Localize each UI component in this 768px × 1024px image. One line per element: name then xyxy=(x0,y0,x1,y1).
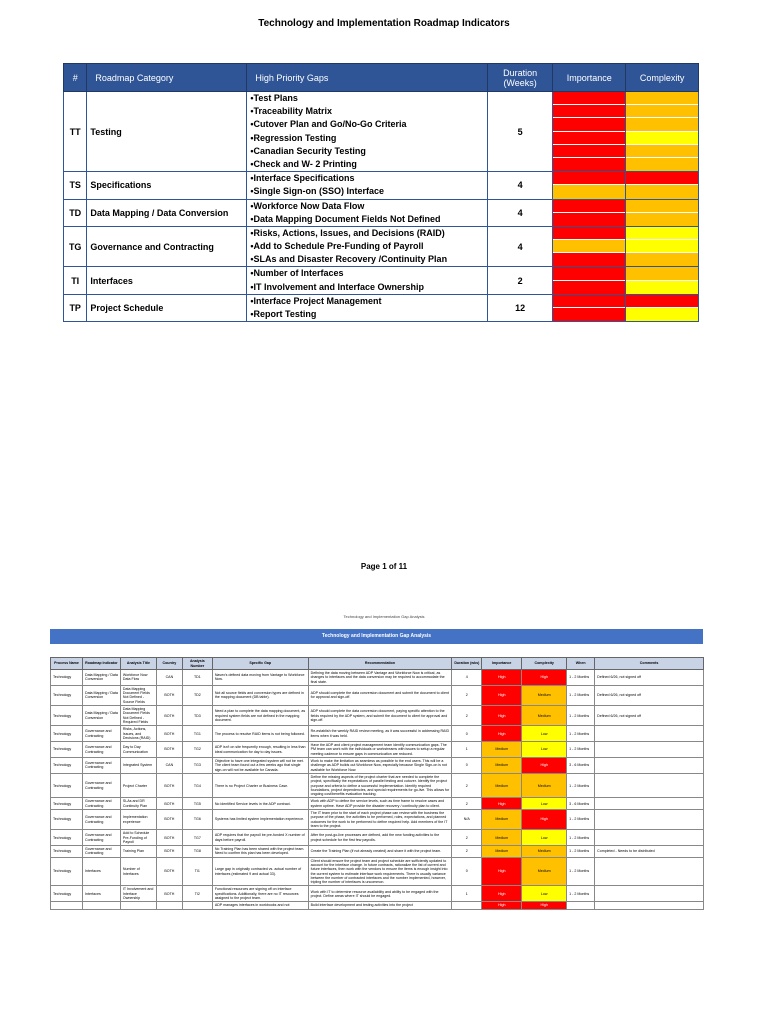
gap-cell-duration: 1 xyxy=(452,742,482,758)
col-gaps: High Priority Gaps xyxy=(247,64,487,92)
gap-row xyxy=(51,758,704,774)
gap-cell-indicator: Data Mapping / Data Conversion xyxy=(82,670,120,686)
gap-cell-number: TD3 xyxy=(182,706,212,726)
gap-row xyxy=(51,773,704,797)
importance-cell xyxy=(553,200,625,213)
importance-cell xyxy=(553,145,625,158)
row-importance-cells xyxy=(553,226,626,267)
gap-cell-number: TG7 xyxy=(182,830,212,846)
gap-cell-importance: High xyxy=(482,857,522,886)
gap-cell-when: 1 - 2 Months xyxy=(567,773,595,797)
gap-cell-country: BOTH xyxy=(156,798,182,810)
gap-cell-comments xyxy=(595,902,704,909)
gap-cell-gap: ADP requires that the payroll be pre-funded X number of days before payroll. xyxy=(212,830,308,846)
gap-cell-importance: High xyxy=(482,670,522,686)
gap-cell-when: 1 - 2 Months xyxy=(567,830,595,846)
gap-cell-rec: The IT team prior to the start of each project phase can review with the business the purpose of the phase, the activities to be performed, roles, expectations, and planned outcomes for the work to be performed to define required help. Add members of the IT team to the project. xyxy=(308,810,452,830)
gap-cell-comments xyxy=(595,798,704,810)
gap-cell-comments xyxy=(595,773,704,797)
gap-cell-process: Technology xyxy=(51,670,83,686)
row-importance-cells xyxy=(553,172,626,199)
gap-row xyxy=(51,742,704,758)
row-importance-cells xyxy=(553,294,626,321)
gap-item: •Number of Interfaces xyxy=(250,268,344,279)
gap-cell-comments xyxy=(595,810,704,830)
gap-item: •Data Mapping Document Fields Not Defined xyxy=(250,213,441,224)
importance-cell xyxy=(553,308,625,321)
gap-cell-gap: Objective to have one integrated system will not be met. The client team found out a few weeks ago that single sign-on will not be available for Canada. xyxy=(212,758,308,774)
gap-cell-number: TI2 xyxy=(182,886,212,902)
gap-cell-number: TG5 xyxy=(182,798,212,810)
gap-cell-indicator: Governance and Contracting xyxy=(82,810,120,830)
gap-cell-rec: ADP should complete the data conversion document, paying specific attention to the fields required by the ADP system, and submit the document to client for approval and sign-off. xyxy=(308,706,452,726)
gap-row xyxy=(51,902,704,909)
complexity-cell xyxy=(626,158,698,171)
importance-cell xyxy=(553,172,625,185)
gap-cell-indicator: Governance and Contracting xyxy=(82,846,120,858)
gap-cell-gap: ADP isn't on site frequently enough, resulting in less than ideal communication for day to day issues. xyxy=(212,742,308,758)
gap-cell-process: Technology xyxy=(51,706,83,726)
gap-cell-country: BOTH xyxy=(156,830,182,846)
gap-cell-complexity: Medium xyxy=(522,846,567,858)
gap-cell-importance: Medium xyxy=(482,810,522,830)
gap-cell-rec: Build interface development and testing activities into the project xyxy=(308,902,452,909)
gap-cell-rec: ADP should complete the data conversion document and submit the document to client for approval and sign-off. xyxy=(308,685,452,705)
gap-item: •IT Involvement and Interface Ownership xyxy=(250,281,425,292)
complexity-cell xyxy=(626,185,698,198)
gap-cell-complexity: Medium xyxy=(522,685,567,705)
gap-cell-process: Technology xyxy=(51,798,83,810)
gap-cell-number xyxy=(182,902,212,909)
gap-cell-rec: Re-establish the weekly RAID review meeting, as it was successful in addressing RAID items when it was held. xyxy=(308,726,452,742)
importance-cell xyxy=(553,92,625,105)
gap-cell-duration: 2 xyxy=(452,846,482,858)
gap-cell-number: TG8 xyxy=(182,846,212,858)
importance-cell xyxy=(553,281,625,294)
roadmap-row xyxy=(64,294,699,321)
gap-cell-indicator: Interfaces xyxy=(82,886,120,902)
col-complexity: Complexity xyxy=(626,64,699,92)
gap-cell-complexity: Medium xyxy=(522,706,567,726)
gap-cell-duration: 2 xyxy=(452,685,482,705)
gap-cell-duration xyxy=(452,902,482,909)
gap-cell-duration: 0 xyxy=(452,758,482,774)
gap-col-header: Analysis Title xyxy=(120,658,156,670)
gap-cell-complexity: High xyxy=(522,902,567,909)
gap-cell-title: IT Involvement and Interface Ownership xyxy=(120,886,156,902)
gap-cell-title: Implementation experience xyxy=(120,810,156,830)
row-complexity-cells xyxy=(626,92,699,172)
gap-cell-number: TG1 xyxy=(182,726,212,742)
row-code: TS xyxy=(64,172,87,199)
gap-cell-indicator: Governance and Contracting xyxy=(82,742,120,758)
gap-cell-country: BOTH xyxy=(156,886,182,902)
gap-cell-importance: Medium xyxy=(482,846,522,858)
gap-cell-complexity: Low xyxy=(522,830,567,846)
row-duration: 12 xyxy=(487,294,553,321)
gap-cell-number: TD2 xyxy=(182,685,212,705)
complexity-cell xyxy=(626,213,698,226)
gap-row xyxy=(51,857,704,886)
gap-cell-importance: High xyxy=(482,706,522,726)
gap-cell-indicator: Data Mapping / Data Conversion xyxy=(82,685,120,705)
gap-cell-when xyxy=(567,902,595,909)
gap-cell-rec: Work to make the limitation as seamless as possible to the end users. This will be a challenge as ADP builds out Workforce Now, especially because Single Sign-on is not available for Workforce Now. xyxy=(308,758,452,774)
gap-cell-number: TG2 xyxy=(182,742,212,758)
gap-cell-importance: Medium xyxy=(482,830,522,846)
gap-analysis-table xyxy=(50,657,704,910)
roadmap-table xyxy=(63,63,699,322)
gap-cell-complexity: Low xyxy=(522,726,567,742)
row-duration: 4 xyxy=(487,226,553,267)
gap-cell-gap: The process to resolve RAID items is not being followed. xyxy=(212,726,308,742)
importance-cell xyxy=(553,253,625,266)
gap-cell-duration: N/A xyxy=(452,810,482,830)
gap-row xyxy=(51,726,704,742)
gap-cell-when: 1 - 2 Months xyxy=(567,886,595,902)
complexity-cell xyxy=(626,253,698,266)
gap-cell-rec: Defining the data moving between ADP Vantage and Workforce Now is critical, as changes to interfaces and the data conversion may be required to accommodate the final state. xyxy=(308,670,452,686)
gap-row xyxy=(51,810,704,830)
gap-cell-when: 1 - 2 Months xyxy=(567,810,595,830)
gap-cell-country: BOTH xyxy=(156,742,182,758)
complexity-cell xyxy=(626,172,698,185)
row-complexity-cells xyxy=(626,267,699,294)
complexity-cell xyxy=(626,295,698,308)
gap-cell-complexity: Low xyxy=(522,886,567,902)
row-gaps xyxy=(247,172,487,199)
gap-cell-process: Technology xyxy=(51,742,83,758)
gap-cell-duration: 0 xyxy=(452,726,482,742)
gap-cell-comments: Defined 6/26, not signed off xyxy=(595,685,704,705)
row-complexity-cells xyxy=(626,199,699,226)
gap-col-header: Recommendation xyxy=(308,658,452,670)
gap-cell-process: Technology xyxy=(51,758,83,774)
gap-cell-process: Technology xyxy=(51,773,83,797)
gap-row xyxy=(51,706,704,726)
col-duration: Duration (Weeks) xyxy=(487,64,553,92)
gap-col-header: Analysis Number xyxy=(182,658,212,670)
gap-cell-gap: Systems has limited system implementation experience. xyxy=(212,810,308,830)
gap-row xyxy=(51,830,704,846)
col-num: # xyxy=(64,64,87,92)
row-category: Specifications xyxy=(87,172,247,199)
gap-cell-comments: Defined 6/26, not signed off xyxy=(595,670,704,686)
gap-cell-importance: High xyxy=(482,886,522,902)
page-number: Page 1 of 11 xyxy=(360,562,408,571)
complexity-cell xyxy=(626,118,698,131)
gap-cell-when: 1 - 2 Months xyxy=(567,857,595,886)
complexity-cell xyxy=(626,281,698,294)
gap-cell-indicator: Governance and Contracting xyxy=(82,726,120,742)
gap-cell-complexity: Medium xyxy=(522,773,567,797)
gap-cell-when: 3 - 6 Months xyxy=(567,798,595,810)
gap-cell-gap: ADP manages interfaces in workbooks and not xyxy=(212,902,308,909)
gap-cell-indicator: Governance and Contracting xyxy=(82,830,120,846)
row-importance-cells xyxy=(553,92,626,172)
gap-cell-complexity: Low xyxy=(522,798,567,810)
importance-cell xyxy=(553,185,625,198)
gap-cell-country: BOTH xyxy=(156,846,182,858)
gap-cell-title: Data Mapping Document Fields Not Defined - Required Fields xyxy=(120,706,156,726)
roadmap-row xyxy=(64,92,699,172)
importance-cell xyxy=(553,267,625,280)
row-gaps xyxy=(247,92,487,172)
gap-cell-country: BOTH xyxy=(156,685,182,705)
gap-cell-comments: Defined 6/26, not signed off xyxy=(595,706,704,726)
gap-item: •Canadian Security Testing xyxy=(250,145,366,156)
gap-cell-when: 1 - 2 Months xyxy=(567,685,595,705)
row-category: Interfaces xyxy=(87,267,247,294)
importance-cell xyxy=(553,227,625,240)
gap-cell-duration: 1 xyxy=(452,886,482,902)
row-gaps xyxy=(247,226,487,267)
gap-cell-complexity: Medium xyxy=(522,857,567,886)
gap-item: •Traceability Matrix xyxy=(250,106,333,117)
importance-cell xyxy=(553,240,625,253)
gap-cell-when: 1 - 2 Months xyxy=(567,846,595,858)
col-importance: Importance xyxy=(553,64,626,92)
gap-cell-importance: High xyxy=(482,726,522,742)
row-code: TI xyxy=(64,267,87,294)
row-duration: 4 xyxy=(487,199,553,226)
gap-cell-duration: 2 xyxy=(452,798,482,810)
row-gaps xyxy=(247,294,487,321)
gap-cell-importance: High xyxy=(482,685,522,705)
gap-cell-comments: Completed - Needs to be distributed xyxy=(595,846,704,858)
gap-cell-comments xyxy=(595,726,704,742)
gap-cell-when: 1 - 2 Months xyxy=(567,706,595,726)
row-category: Governance and Contracting xyxy=(87,226,247,267)
roadmap-row xyxy=(64,199,699,226)
gap-cell-process xyxy=(51,902,83,909)
gap-cell-gap: Not all source fields and conversion types are defined in the mapping document (DB table). xyxy=(212,685,308,705)
gap-cell-country: BOTH xyxy=(156,726,182,742)
gap-cell-complexity: High xyxy=(522,810,567,830)
gap-row xyxy=(51,670,704,686)
gap-cell-gap: Large gap in originally contracted vs. actual number of interfaces (estimated 9 and actual 33). xyxy=(212,857,308,886)
gap-item: •Test Plans xyxy=(250,93,298,103)
page-title: Technology and Implementation Roadmap Indicators xyxy=(258,18,510,29)
gap-cell-duration: 2 xyxy=(452,830,482,846)
importance-cell xyxy=(553,132,625,145)
gap-cell-indicator xyxy=(82,902,120,909)
row-duration: 5 xyxy=(487,92,553,172)
gap-row xyxy=(51,685,704,705)
row-complexity-cells xyxy=(626,172,699,199)
gap-cell-complexity: High xyxy=(522,670,567,686)
gap-col-header: Country xyxy=(156,658,182,670)
gap-cell-title: Project Charter xyxy=(120,773,156,797)
gap-cell-importance: Medium xyxy=(482,773,522,797)
gap-cell-complexity: High xyxy=(522,758,567,774)
row-code: TT xyxy=(64,92,87,172)
roadmap-row xyxy=(64,267,699,294)
gap-item: •Check and W- 2 Printing xyxy=(250,158,357,169)
row-code: TD xyxy=(64,199,87,226)
row-importance-cells xyxy=(553,267,626,294)
gap-cell-comments xyxy=(595,830,704,846)
gap-cell-rec: After the post-go-live processes are defined, add the new funding activities to the project schedule for the first few payrolls. xyxy=(308,830,452,846)
gap-cell-indicator: Governance and Contracting xyxy=(82,798,120,810)
gap-cell-rec: Work with ADP to define the service levels, such as time frame to resolve cases and system uptime. Have ADP provide the disaster recovery / continuity plan to client. xyxy=(308,798,452,810)
gap-cell-indicator: Interfaces xyxy=(82,857,120,886)
gap-col-header: Roadmap Indicator xyxy=(82,658,120,670)
complexity-cell xyxy=(626,105,698,118)
gap-row xyxy=(51,886,704,902)
gap-cell-when: 1 - 2 Months xyxy=(567,670,595,686)
complexity-cell xyxy=(626,200,698,213)
gap-item: •Cutover Plan and Go/No-Go Criteria xyxy=(250,119,407,130)
complexity-cell xyxy=(626,92,698,105)
gap-cell-rec: Define the missing aspects of the project charter that are needed to complete the project, specifically the expectations of parallel testing and cutover. Identify the project purpose and criteria to define a successful implementation. Identify required foundations, project dependencies, and special requirements for go-live. This allows for ongoing cost/benefits evaluation tracking. xyxy=(308,773,452,797)
row-complexity-cells xyxy=(626,226,699,267)
gap-cell-process: Technology xyxy=(51,830,83,846)
gap-cell-country: BOTH xyxy=(156,857,182,886)
gap-item: •Workforce Now Data Flow xyxy=(250,200,365,211)
row-duration: 2 xyxy=(487,267,553,294)
gap-cell-duration: 4 xyxy=(452,670,482,686)
gap-item: •Single Sign-on (SSO) Interface xyxy=(250,186,385,197)
gap-cell-rec: Work with IT to determine resource availability and ability to be engaged with the project. Define areas where IT should be engaged. xyxy=(308,886,452,902)
gap-cell-country: BOTH xyxy=(156,706,182,726)
col-category: Roadmap Category xyxy=(87,64,247,92)
complexity-cell xyxy=(626,227,698,240)
importance-cell xyxy=(553,295,625,308)
gap-cell-country: CAN xyxy=(156,670,182,686)
gap-cell-process: Technology xyxy=(51,810,83,830)
gap-cell-number: TI1 xyxy=(182,857,212,886)
gap-cell-title xyxy=(120,902,156,909)
gap-cell-rec: Have the ADP and client project management team identify communication gaps. The PM team can work with the individuals or workstreams with issues to setup a regular meeting cadence to ensure gaps in communication are reduced. xyxy=(308,742,452,758)
complexity-cell xyxy=(626,267,698,280)
row-complexity-cells xyxy=(626,294,699,321)
gap-cell-rec: Client should ensure the project team and project schedule are sufficiently updated to account for the interface change. In future contracts, rationalize the list of current and future interfaces, then work with the vendors to ensure the items is enough insight into the current system to estimate interface work requirements. There is usually variance between the number of contracted interfaces and the number implemented, however, tripling the number of interfaces is uncommon. xyxy=(308,857,452,886)
page2-banner: Technology and Implementation Gap Analysis xyxy=(50,629,703,644)
row-gaps xyxy=(247,199,487,226)
gap-cell-country: CAN xyxy=(156,758,182,774)
gap-cell-process: Technology xyxy=(51,857,83,886)
gap-cell-title: Risks, Actions, Issues, and Decisions (RAID) xyxy=(120,726,156,742)
row-duration: 4 xyxy=(487,172,553,199)
gap-cell-gap: No identified Service levels in the ADP contract. xyxy=(212,798,308,810)
gap-cell-process: Technology xyxy=(51,886,83,902)
gap-cell-when: 1 - 2 Months xyxy=(567,742,595,758)
gap-col-header: Specific Gap xyxy=(212,658,308,670)
gap-cell-importance: Medium xyxy=(482,758,522,774)
gap-cell-importance: Medium xyxy=(482,742,522,758)
gap-cell-when: 3 - 6 Months xyxy=(567,758,595,774)
importance-cell xyxy=(553,213,625,226)
row-code: TP xyxy=(64,294,87,321)
gap-cell-title: Training Plan xyxy=(120,846,156,858)
gap-cell-comments xyxy=(595,857,704,886)
gap-cell-indicator: Data Mapping / Data Conversion xyxy=(82,706,120,726)
row-code: TG xyxy=(64,226,87,267)
complexity-cell xyxy=(626,240,698,253)
gap-cell-title: Add to Schedule Pre-Funding of Payroll xyxy=(120,830,156,846)
gap-cell-gap: Functional resources are signing off on interface specifications. Additionally, there are no IT resources assigned to the project team. xyxy=(212,886,308,902)
gap-cell-comments xyxy=(595,758,704,774)
gap-cell-gap: No Training Plan has been shared with the project team. Need to confirm this plan has been developed. xyxy=(212,846,308,858)
gap-cell-rec: Create the Training Plan (if not already created) and share it with the project team. xyxy=(308,846,452,858)
gap-item: •Interface Specifications xyxy=(250,173,355,184)
gap-cell-title: Data Mapping Document Fields Not Defined - Source Fields xyxy=(120,685,156,705)
gap-cell-title: Integrated System xyxy=(120,758,156,774)
gap-cell-duration: 0 xyxy=(452,857,482,886)
gap-item: •Interface Project Management xyxy=(250,295,382,306)
gap-cell-process: Technology xyxy=(51,685,83,705)
gap-item: •Risks, Actions, Issues, and Decisions (RAID) xyxy=(250,227,445,238)
row-importance-cells xyxy=(553,199,626,226)
importance-cell xyxy=(553,118,625,131)
gap-cell-country xyxy=(156,902,182,909)
complexity-cell xyxy=(626,308,698,321)
page2-title: Technology and Implementation Gap Analysis xyxy=(343,614,425,619)
gap-item: •Add to Schedule Pre-Funding of Payroll xyxy=(250,241,424,252)
gap-cell-comments xyxy=(595,886,704,902)
gap-col-header: Complexity xyxy=(522,658,567,670)
gap-cell-indicator: Governance and Contracting xyxy=(82,773,120,797)
gap-cell-importance: High xyxy=(482,902,522,909)
gap-item: •Report Testing xyxy=(250,309,317,319)
gap-cell-title: Day to Day Communication xyxy=(120,742,156,758)
row-category: Project Schedule xyxy=(87,294,247,321)
gap-cell-gap: Navex's defined data moving from Vantage to Workforce Now. xyxy=(212,670,308,686)
roadmap-row xyxy=(64,226,699,267)
gap-cell-title: Workforce Now Data Flow xyxy=(120,670,156,686)
gap-cell-complexity: Low xyxy=(522,742,567,758)
gap-row xyxy=(51,798,704,810)
gap-cell-gap: There is no Project Charter or Business Case. xyxy=(212,773,308,797)
gap-cell-process: Technology xyxy=(51,726,83,742)
gap-cell-number: TD1 xyxy=(182,670,212,686)
roadmap-row xyxy=(64,172,699,199)
gap-cell-indicator: Governance and Contracting xyxy=(82,758,120,774)
gap-cell-number: TG4 xyxy=(182,773,212,797)
gap-col-header: When xyxy=(567,658,595,670)
gap-row xyxy=(51,846,704,858)
gap-item: •SLAs and Disaster Recovery /Continuity Plan xyxy=(250,254,448,265)
row-category: Data Mapping / Data Conversion xyxy=(87,199,247,226)
complexity-cell xyxy=(626,145,698,158)
complexity-cell xyxy=(626,132,698,145)
gap-cell-importance: High xyxy=(482,798,522,810)
gap-cell-comments xyxy=(595,742,704,758)
gap-cell-duration: 2 xyxy=(452,706,482,726)
gap-col-header: Importance xyxy=(482,658,522,670)
row-category: Testing xyxy=(87,92,247,172)
gap-item: •Regression Testing xyxy=(250,132,337,143)
gap-cell-country: BOTH xyxy=(156,810,182,830)
gap-cell-title: Number of Interfaces xyxy=(120,857,156,886)
row-gaps xyxy=(247,267,487,294)
importance-cell xyxy=(553,105,625,118)
gap-cell-when: 1 - 2 Months xyxy=(567,726,595,742)
gap-cell-number: TG3 xyxy=(182,758,212,774)
gap-cell-gap: Need a plan to complete the data mapping document, as required system fields are not defined in the mapping document. xyxy=(212,706,308,726)
importance-cell xyxy=(553,158,625,171)
gap-cell-duration: 2 xyxy=(452,773,482,797)
gap-cell-number: TG6 xyxy=(182,810,212,830)
gap-col-header: Comments xyxy=(595,658,704,670)
gap-cell-process: Technology xyxy=(51,846,83,858)
gap-cell-title: SLAs and DR Continuity Plan xyxy=(120,798,156,810)
gap-col-header: Duration (wks) xyxy=(452,658,482,670)
gap-col-header: Process Name xyxy=(51,658,83,670)
gap-cell-country: BOTH xyxy=(156,773,182,797)
